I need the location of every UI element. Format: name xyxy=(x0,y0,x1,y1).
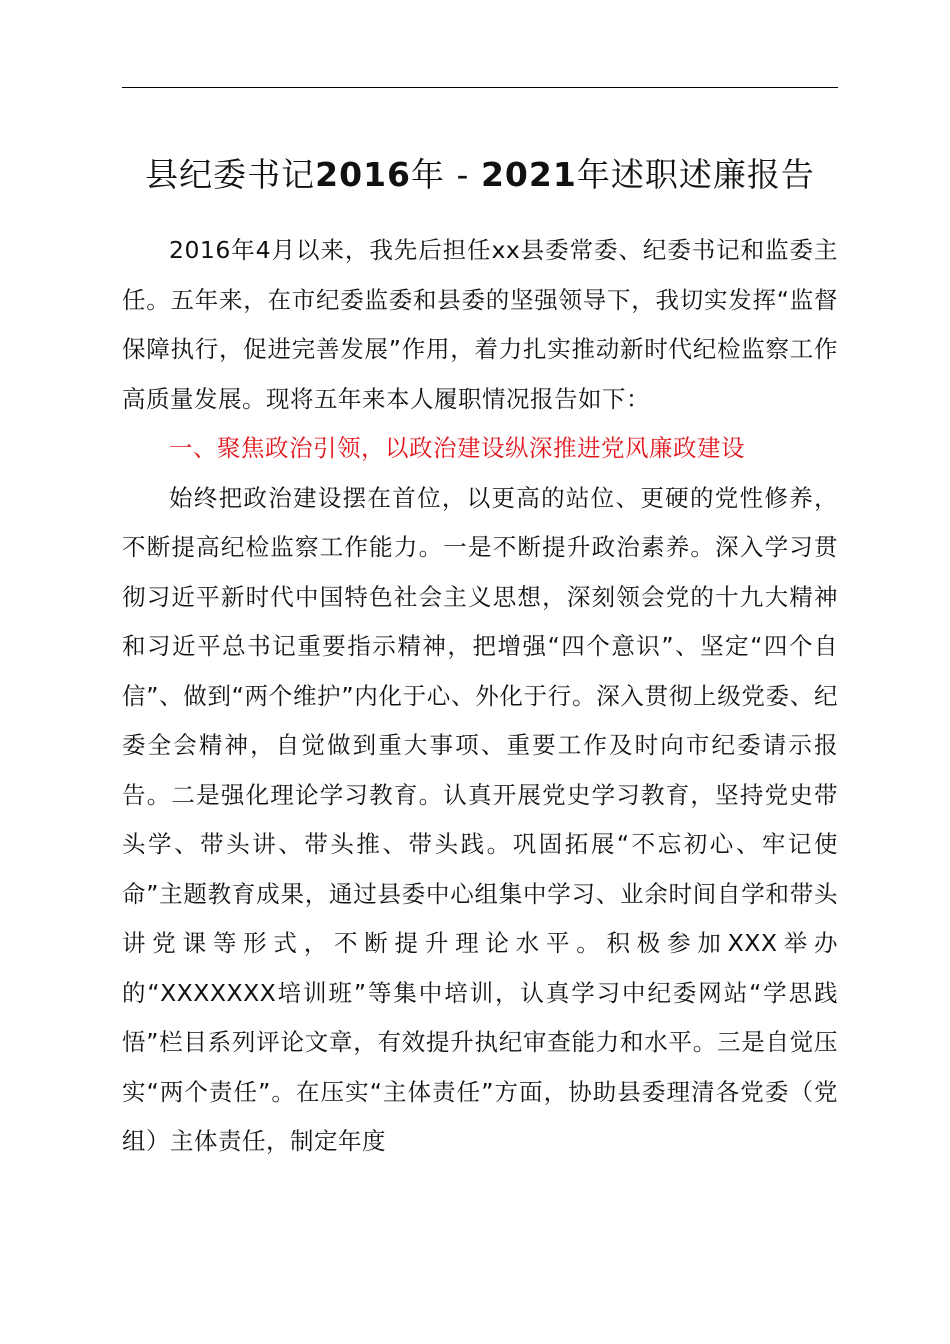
header-rule xyxy=(122,87,838,88)
section-heading-1: 一、聚焦政治引领，以政治建设纵深推进党风廉政建设 xyxy=(169,434,745,462)
intro-paragraph: 2016年4月以来，我先后担任xx县委常委、纪委书记和监委主任。五年来，在市纪委监委和县委的坚强领导下，我切实发挥“监督保障执行，促进完善发展”作用，着力扎实推动新时代纪检监察工作高质量发展。现将五年来本人履职情况报告如下： xyxy=(122,236,838,413)
section-body-1: 始终把政治建设摆在首位，以更高的站位、更硬的党性修养，不断提高纪检监察工作能力。一是不断提升政治素养。深入学习贯彻习近平新时代中国特色社会主义思想，深刻领会党的十九大精神和习近平总书记重要指示精神，把增强“四个意识”、坚定“四个自信”、做到“两个维护”内化于心、外化于行。深入贯彻上级党委、纪委全会精神，自觉做到重大事项、重要工作及时向市纪委请示报告。二是强化理论学习教育。认真开展党史学习教育，坚持党史带头学、带头讲、带头推、带头践。巩固拓展“不忘初心、牢记使命”主题教育成果，通过县委中心组集中学习、业余时间自学和带头讲党课等形式，不断提升理论水平。积极参加XXX举办的“XXXXXXX培训班”等集中培训，认真学习中纪委网站“学思践悟”栏目系列评论文章，有效提升执纪审查能力和水平。三是自觉压实“两个责任”。在压实“主体责任”方面，协助县委理清各党委（党组）主体责任，制定年度 xyxy=(122,483,838,1155)
title-part2: 年 xyxy=(411,155,446,194)
title-part1: 县纪委书记 xyxy=(145,155,316,194)
title-part3: 年述职述廉报告 xyxy=(576,155,815,194)
document-body xyxy=(122,226,838,1167)
title-year2: 2021 xyxy=(480,155,577,194)
document-title xyxy=(122,148,838,202)
title-dash: - xyxy=(456,155,470,194)
title-year1: 2016 xyxy=(315,155,412,194)
